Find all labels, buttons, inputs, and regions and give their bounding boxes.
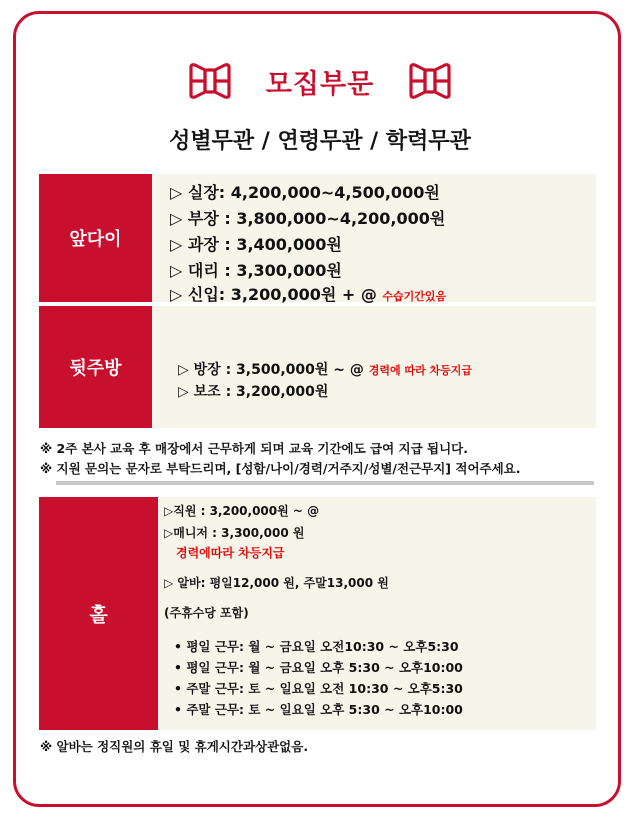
- section-front: [39, 174, 596, 302]
- section-hall: [39, 497, 596, 730]
- parttime-note: ※ 알바는 정직원의 휴일 및 휴게시간과상관없음.: [40, 739, 309, 754]
- section-content-kitchen: [152, 306, 596, 428]
- rank-row: ▷ 과장 : 3,400,000원: [170, 235, 342, 254]
- title-row: [0, 58, 640, 104]
- holiday-allowance: (주휴수당 포함): [164, 606, 249, 620]
- training-note: ※ 2주 본사 교육 후 매장에서 근무하게 되며 교육 기간에도 급여 지급 됩니다.: [40, 441, 468, 456]
- bow-tie-icon: [188, 62, 232, 100]
- schedule-row: • 주말 근무: 토 ~ 일요일 오후 5:30 ~ 오후10:00: [174, 702, 463, 717]
- probation-note: 수습기간있음: [382, 290, 447, 303]
- rank-row: ▷ 보조 : 3,200,000원: [178, 384, 329, 400]
- rank-row-text: ▷ 방장 : 3,500,000원 ~ @: [178, 362, 369, 378]
- section-kitchen: [39, 306, 596, 428]
- schedule-row: • 주말 근무: 토 ~ 일요일 오전 10:30 ~ 오후5:30: [174, 681, 463, 696]
- section-label-front: 앞다이: [39, 174, 152, 302]
- rank-row: [170, 282, 446, 305]
- rank-row: ▷ 실장: 4,200,000~4,500,000원: [170, 183, 440, 202]
- manager-pay: ▷매니저 : 3,300,000 원: [164, 526, 305, 540]
- page-title: 모집부문: [265, 68, 375, 100]
- manager-note: 경력에따라 차등지급: [176, 546, 285, 560]
- section-content-front: [152, 174, 596, 302]
- schedule-row: • 평일 근무: 월 ~ 금요일 오전10:30 ~ 오후5:30: [174, 639, 459, 654]
- page-subtitle: 성별무관 / 연령무관 / 학력무관: [169, 129, 471, 154]
- rank-row: [178, 359, 472, 379]
- rank-row: ▷ 부장 : 3,800,000~4,200,000원: [170, 209, 446, 228]
- staff-pay: ▷직원 : 3,200,000원 ~ @: [164, 504, 320, 518]
- bow-tie-icon: [408, 62, 452, 100]
- schedule-row: • 평일 근무: 월 ~ 금요일 오후 5:30 ~ 오후10:00: [174, 660, 463, 675]
- section-label-kitchen: 뒷주방: [39, 306, 152, 428]
- divider: [56, 481, 594, 485]
- rank-row-text: ▷ 신입: 3,200,000원 + @: [170, 285, 383, 304]
- section-content-hall: [158, 497, 596, 730]
- section-label-hall: 홀: [39, 497, 158, 730]
- apply-note: ※ 지원 문의는 문자로 부탁드리며, [성함/나이/경력/거주지/성별/전근무지] 적어주세요.: [40, 461, 521, 476]
- experience-note: 경력에 따라 차등지급: [368, 364, 473, 377]
- parttime-pay: ▷ 알바: 평일12,000 원, 주말13,000 원: [164, 576, 389, 590]
- rank-row: ▷ 대리 : 3,300,000원: [170, 261, 342, 280]
